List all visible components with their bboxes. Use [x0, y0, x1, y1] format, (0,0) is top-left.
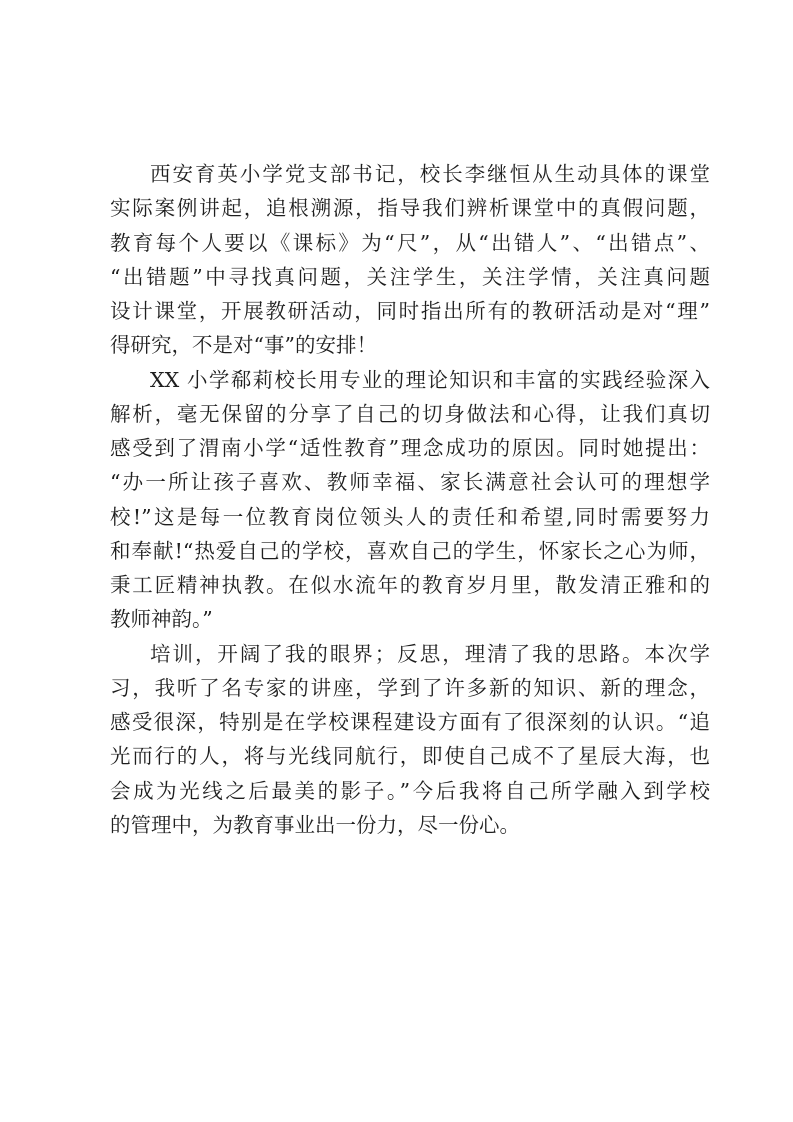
- paragraph-line: 设计课堂，开展教研活动，同时指出所有的教研活动是对“理”: [110, 299, 710, 323]
- paragraph-line: 光而行的人，将与光线同航行，即使自己成不了星辰大海，也: [110, 744, 710, 768]
- paragraph-line: 教育每个人要以《课标》为“尺”，从“出错人”、“出错点”、: [110, 231, 710, 255]
- paragraph-line: 校!”这是每一位教育岗位领头人的责任和希望,同时需要努力: [110, 505, 710, 529]
- paragraph-line: XX 小学郗莉校长用专业的理论知识和丰富的实践经验深入: [150, 368, 710, 392]
- paragraph-line: “出错题”中寻找真问题，关注学生，关注学情，关注真问题: [110, 265, 710, 289]
- paragraph-line: 和奉献!“热爱自己的学校，喜欢自己的学生，怀家长之心为师，: [110, 539, 710, 563]
- paragraph-line: 实际案例讲起，追根溯源，指导我们辨析课堂中的真假问题，: [110, 196, 710, 220]
- paragraph-line: 西安育英小学党支部书记，校长李继恒从生动具体的课堂: [150, 162, 710, 186]
- paragraph-line: 培训，开阔了我的眼界；反思，理清了我的思路。本次学: [150, 642, 710, 666]
- paragraph-line: 得研究，不是对“事”的安排！: [110, 333, 377, 357]
- paragraph-line: 教师神韵。”: [110, 607, 213, 631]
- paragraph-line: 会成为光线之后最美的影子。”今后我将自己所学融入到学校: [110, 779, 710, 803]
- paragraph-line: 感受到了渭南小学“适性教育”理念成功的原因。同时她提出：: [110, 436, 710, 460]
- paragraph-line: 习，我听了名专家的讲座，学到了许多新的知识、新的理念，: [110, 676, 710, 700]
- paragraph-line: 的管理中，为教育事业出一份力，尽一份心。: [110, 813, 520, 837]
- paragraph-line: 感受很深，特别是在学校课程建设方面有了很深刻的认识。“追: [110, 710, 710, 734]
- paragraph-line: 解析，毫无保留的分享了自己的切身做法和心得，让我们真切: [110, 402, 710, 426]
- paragraph-line: “办一所让孩子喜欢、教师幸福、家长满意社会认可的理想学: [110, 470, 710, 494]
- paragraph-line: 秉工匠精神执教。在似水流年的教育岁月里，散发清正雅和的: [110, 573, 710, 597]
